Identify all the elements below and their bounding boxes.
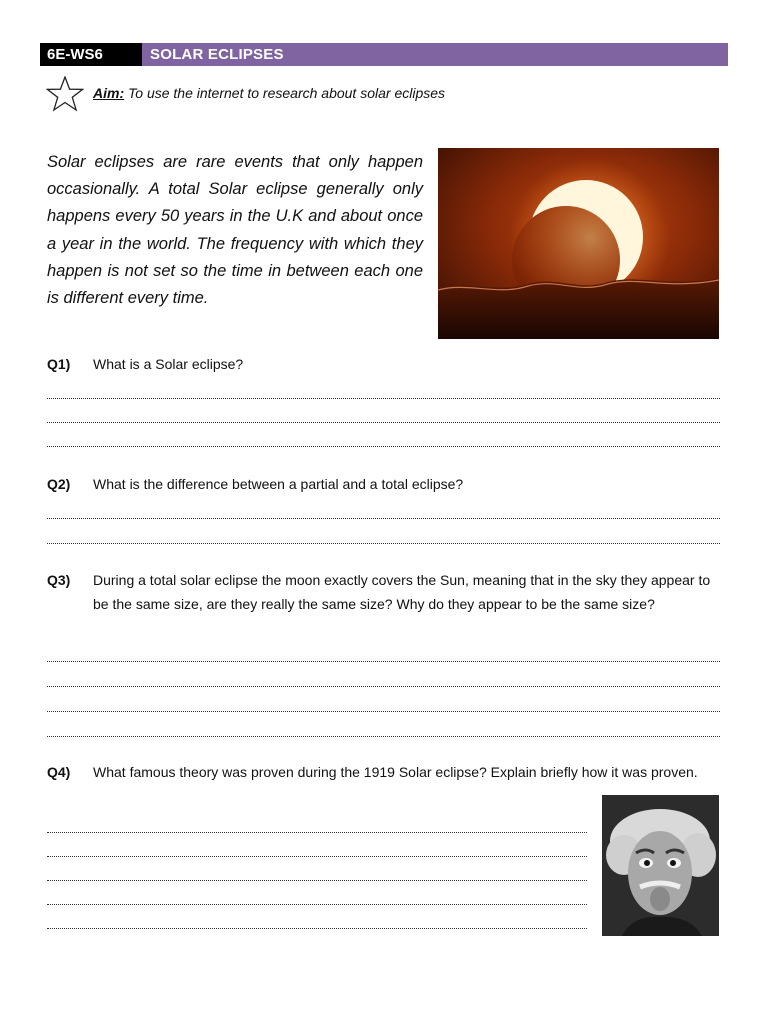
answer-line[interactable] [47, 518, 720, 519]
solar-eclipse-photo [438, 148, 719, 339]
worksheet-code: 6E-WS6 [40, 43, 142, 66]
intro-paragraph: Solar eclipses are rare events that only happen occasionally. A total Solar eclipse generally only happens every 50 years in the U.K and about once a year in the world. The frequency with which they happen is not set so the time in between each one is different every time. [47, 153, 423, 308]
answer-line[interactable] [47, 686, 720, 687]
question-4 [47, 764, 727, 784]
question-3 [47, 572, 727, 616]
worksheet-header [40, 43, 728, 66]
answer-line[interactable] [47, 880, 587, 881]
star-icon [46, 76, 84, 112]
worksheet-title: SOLAR ECLIPSES [142, 43, 728, 66]
answer-line[interactable] [47, 832, 587, 833]
aim-label: Aim: [93, 85, 125, 101]
answer-line[interactable] [47, 904, 587, 905]
question-text: What is a Solar eclipse? [93, 356, 244, 372]
question-text: During a total solar eclipse the moon exactly covers the Sun, meaning that in the sky they appear to be the same size, are they really the same size? Why do they appear to be the same size? [93, 572, 711, 612]
answer-line[interactable] [47, 661, 720, 662]
question-number: Q3) [47, 572, 71, 588]
question-number: Q1) [47, 356, 71, 372]
answer-line[interactable] [47, 856, 587, 857]
question-number: Q2) [47, 476, 71, 492]
answer-line[interactable] [47, 422, 720, 423]
answer-line[interactable] [47, 543, 720, 544]
aim-row [46, 76, 726, 112]
answer-line[interactable] [47, 736, 720, 737]
aim-statement [93, 85, 445, 101]
question-text: What famous theory was proven during the 1919 Solar eclipse? Explain briefly how it was proven. [93, 764, 698, 780]
answer-line[interactable] [47, 398, 720, 399]
einstein-photo [602, 795, 719, 936]
question-number: Q4) [47, 764, 71, 780]
answer-line[interactable] [47, 928, 587, 929]
answer-line[interactable] [47, 446, 720, 447]
question-2 [47, 476, 727, 496]
aim-text: To use the internet to research about solar eclipses [128, 85, 446, 101]
question-1 [47, 356, 727, 376]
question-text: What is the difference between a partial and a total eclipse? [93, 476, 464, 492]
answer-line[interactable] [47, 711, 720, 712]
